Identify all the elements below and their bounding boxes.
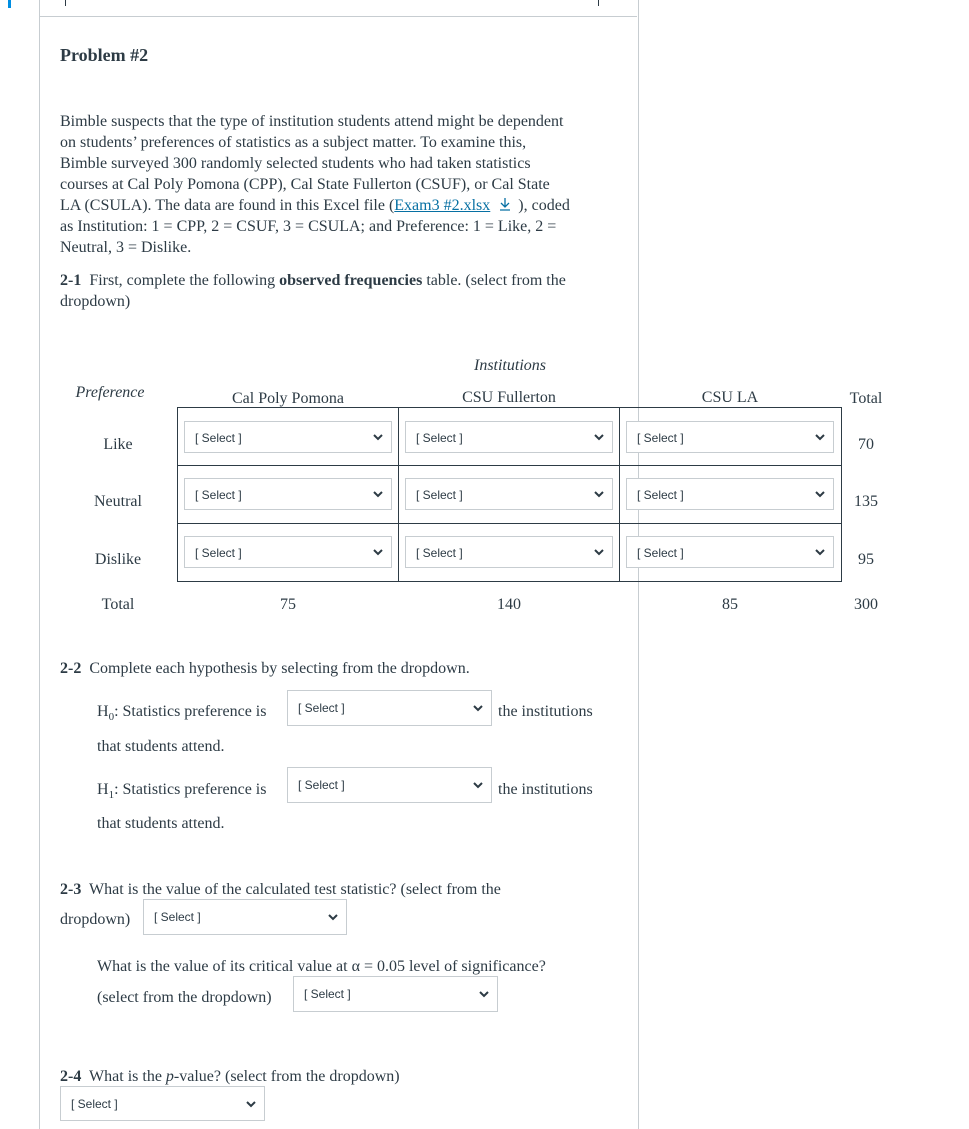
row-label-neutral: Neutral (94, 493, 142, 510)
column-total-csula: 85 (722, 596, 738, 613)
question-number: 2-3 (60, 881, 82, 898)
h1-post-text: the institutions (498, 781, 593, 798)
select-like-csuf[interactable] (405, 421, 613, 453)
column-header-total: Total (849, 390, 883, 407)
select-label: [ Select ] (637, 488, 684, 502)
left-edge-marker (8, 0, 11, 8)
question-italic-text: p (165, 1068, 174, 1085)
question-text: table. (select from the (422, 272, 566, 289)
grand-total: 300 (854, 596, 878, 613)
column-header-csula: CSU LA (701, 389, 759, 406)
question-text: Complete each hypothesis by selecting from the dropdown. (89, 660, 470, 677)
intro-line: on students’ preferences of statistics as a subject matter. To examine this, (60, 134, 527, 151)
select-label: [ Select ] (298, 701, 345, 715)
preference-header: Preference (75, 384, 145, 401)
h1-line2: that students attend. (97, 815, 225, 832)
select-dislike-csula[interactable] (626, 536, 834, 568)
h1-label: $H_1$: Statistics preference is (97, 781, 267, 802)
select-label: [ Select ] (304, 987, 351, 1001)
chevron-down-icon (813, 430, 827, 444)
intro-line: Bimble suspects that the type of institution students attend might be dependent (60, 113, 564, 130)
select-dislike-csuf[interactable] (405, 536, 613, 568)
row-label-dislike: Dislike (94, 551, 142, 568)
download-icon[interactable] (498, 197, 512, 211)
select-like-cpp[interactable] (184, 421, 392, 453)
h0-post-text: the institutions (498, 703, 593, 720)
chevron-down-icon (471, 778, 485, 792)
question-text: First, complete the following (89, 272, 280, 289)
chevron-down-icon (592, 487, 606, 501)
select-test-statistic[interactable] (143, 899, 347, 935)
intro-text: ), coded (514, 197, 570, 214)
problem-title: Problem #2 (60, 45, 149, 65)
question-number: 2-4 (60, 1068, 82, 1085)
select-label: [ Select ] (298, 778, 345, 792)
critical-value-question: What is the value of its critical value at α = 0.05 level of significance? (97, 958, 546, 975)
chevron-down-icon (371, 545, 385, 559)
institutions-header: Institutions (473, 357, 546, 374)
select-label: [ Select ] (71, 1097, 118, 1111)
row-label-like: Like (103, 436, 133, 453)
select-critical-value[interactable] (293, 976, 498, 1012)
question-text: -value? (select from the dropdown) (173, 1068, 400, 1085)
select-h0[interactable] (287, 690, 492, 726)
question-text: What is the value of the calculated test statistic? (select from the (89, 881, 501, 898)
h0-line2: that students attend. (97, 738, 225, 755)
column-header-cpp: Cal Poly Pomona (231, 390, 344, 407)
excel-file-link[interactable]: Exam3 #2.xlsx (394, 197, 491, 214)
column-total-csuf: 140 (497, 596, 521, 613)
h0-text: Statistics preference is (122, 703, 267, 720)
question-2-2 (60, 658, 470, 679)
select-label: [ Select ] (154, 910, 201, 924)
select-label: [ Select ] (416, 431, 463, 445)
select-label: [ Select ] (195, 488, 242, 502)
row-total-dislike: 95 (858, 551, 874, 568)
select-h1[interactable] (287, 767, 492, 803)
intro-line: courses at Cal Poly Pomona (CPP), Cal State Fullerton (CSUF), or Cal State (60, 176, 550, 193)
h0-label: $H_0$: Statistics preference is (97, 703, 267, 724)
chevron-down-icon (477, 987, 491, 1001)
select-dislike-cpp[interactable] (184, 536, 392, 568)
question-2-1 (60, 270, 635, 312)
chevron-down-icon (371, 430, 385, 444)
select-label: [ Select ] (416, 546, 463, 560)
select-label: [ Select ] (195, 546, 242, 560)
select-label: [ Select ] (416, 488, 463, 502)
chevron-down-icon (592, 545, 606, 559)
intro-line: as Institution: 1 = CPP, 2 = CSUF, 3 = CSULA; and Preference: 1 = Like, 2 = (60, 218, 557, 235)
intro-line: Bimble surveyed 300 randomly selected students who had taken statistics (60, 155, 531, 172)
row-total-neutral: 135 (854, 493, 878, 510)
question-text: What is the (89, 1068, 166, 1085)
select-label: [ Select ] (637, 546, 684, 560)
question-2-3-line2: dropdown) (60, 911, 131, 928)
select-label: [ Select ] (195, 431, 242, 445)
chevron-down-icon (326, 910, 340, 924)
critical-value-line2: (select from the dropdown) (97, 989, 272, 1006)
intro-text: LA (CSULA). The data are found in this Excel file ( (60, 197, 395, 214)
question-text: dropdown) (60, 293, 131, 310)
row-label-total: Total (101, 596, 135, 613)
question-bold-text: observed frequencies (279, 272, 423, 289)
select-p-value[interactable] (60, 1086, 265, 1121)
question-2-3 (60, 879, 501, 900)
select-neutral-cpp[interactable] (184, 478, 392, 510)
select-neutral-csuf[interactable] (405, 478, 613, 510)
column-header-csuf: CSU Fullerton (462, 389, 556, 406)
select-like-csula[interactable] (626, 421, 834, 453)
question-2-4 (60, 1066, 400, 1087)
question-number: 2-2 (60, 660, 82, 677)
chevron-down-icon (471, 701, 485, 715)
column-total-cpp: 75 (280, 596, 296, 613)
select-label: [ Select ] (637, 431, 684, 445)
intro-line (60, 195, 630, 216)
chevron-down-icon (813, 487, 827, 501)
h1-text: Statistics preference is (122, 781, 267, 798)
row-total-like: 70 (858, 436, 874, 453)
intro-paragraph (60, 111, 630, 258)
chevron-down-icon (813, 545, 827, 559)
chevron-down-icon (371, 487, 385, 501)
select-neutral-csula[interactable] (626, 478, 834, 510)
intro-line: Neutral, 3 = Dislike. (60, 239, 192, 256)
chevron-down-icon (592, 430, 606, 444)
question-number: 2-1 (60, 272, 82, 289)
chevron-down-icon (244, 1097, 258, 1111)
